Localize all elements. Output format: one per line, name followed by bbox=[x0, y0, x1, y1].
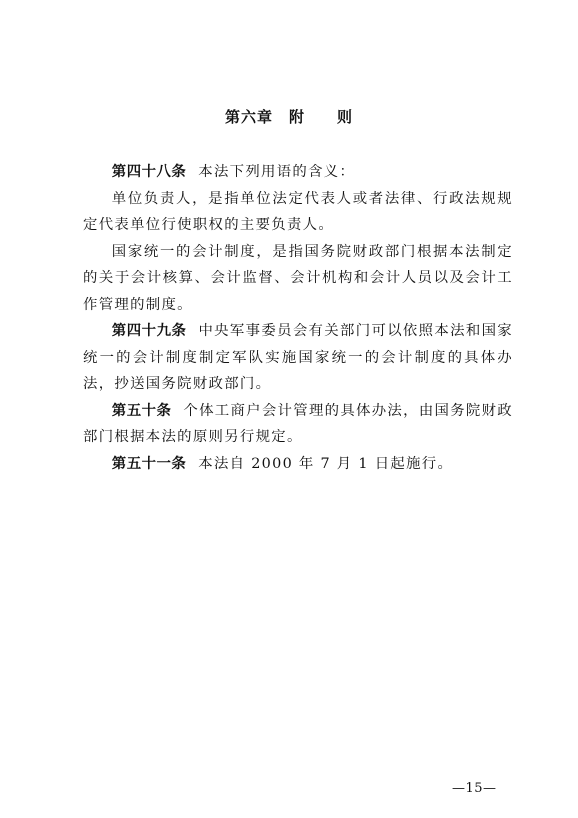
article-number: 第四十八条 bbox=[111, 164, 187, 180]
article-number: 第四十九条 bbox=[111, 323, 187, 339]
article-number: 第五十一条 bbox=[111, 455, 187, 472]
chapter-title: 第六章 附 则 bbox=[224, 108, 353, 126]
paragraph-text: 单位负责人，是指单位法定代表人或者法律、行政法规规定代表单位行使职权的主要负责人。 bbox=[83, 190, 513, 233]
document-body bbox=[83, 159, 513, 477]
definition-accounting-system bbox=[83, 239, 513, 319]
article-text: 本法自 2000 年 7 月 1 日起施行。 bbox=[198, 455, 454, 472]
page-number: —15— bbox=[452, 781, 497, 796]
article-text: 中央军事委员会有关部门可以依照本法和国家统一的会计制度制定军队实施国家统一的会计制度的具体办法，抄送国务院财政部门。 bbox=[83, 323, 513, 392]
article-number: 第五十条 bbox=[111, 402, 172, 419]
article-text: 个体工商户会计管理的具体办法，由国务院财政部门根据本法的原则另行规定。 bbox=[83, 402, 513, 445]
article-48 bbox=[83, 159, 513, 186]
paragraph-text: 国家统一的会计制度，是指国务院财政部门根据本法制定的关于会计核算、会计监督、会计机构和会计人员以及会计工作管理的制度。 bbox=[83, 243, 513, 313]
article-51 bbox=[83, 451, 513, 478]
article-50 bbox=[83, 398, 513, 451]
article-text: 本法下列用语的含义： bbox=[198, 164, 356, 180]
definition-unit-head bbox=[83, 186, 513, 239]
article-49 bbox=[83, 318, 513, 398]
